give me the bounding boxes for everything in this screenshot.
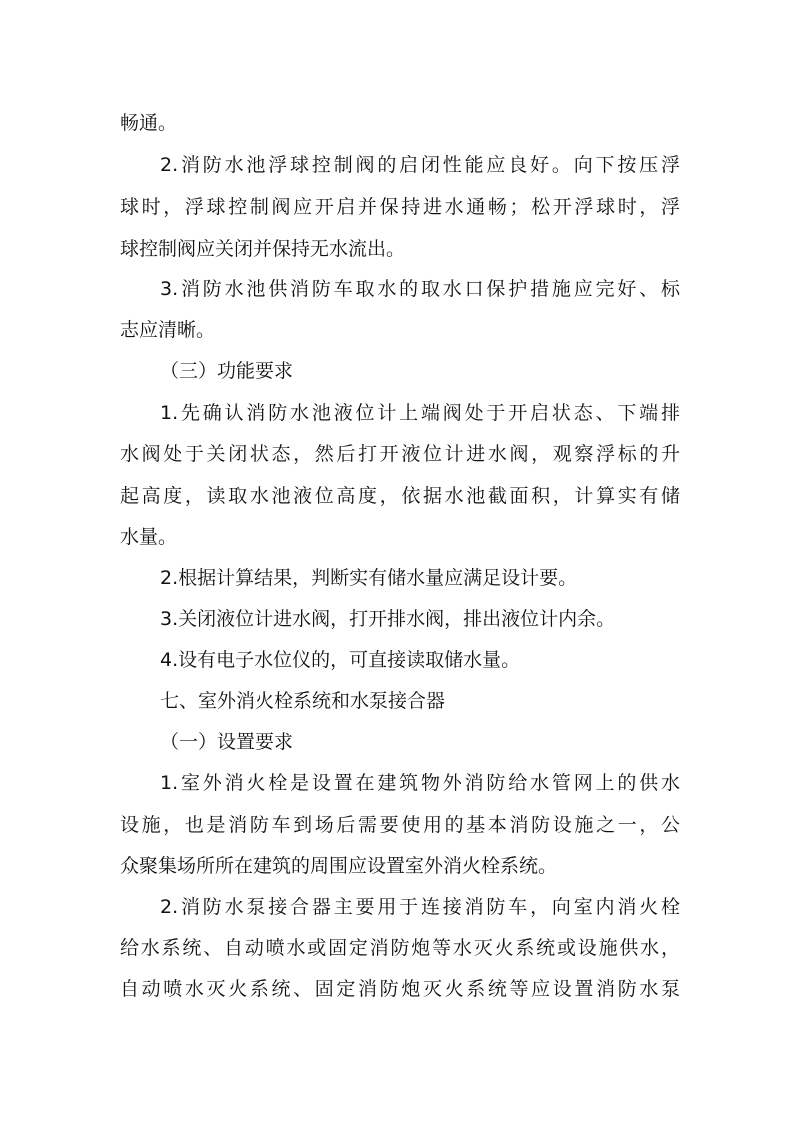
text-line: 自动喷水灭火系统、固定消防炮灭火系统等应设置消防水泵 [120, 978, 680, 1000]
text-line: 4.设有电子水位仪的，可直接读取储水量。 [160, 649, 521, 671]
text-line: 志应清晰。 [120, 319, 216, 341]
text-line: 畅通。 [120, 112, 178, 134]
text-line: 众聚集场所所在建筑的周围应设置室外消火栓系统。 [120, 855, 558, 877]
text-line: 起高度，读取水池液位高度，依据水池截面积，计算实有储 [120, 485, 680, 507]
text-line: 2.消防水泵接合器主要用于连接消防车，向室内消火栓 [160, 896, 680, 918]
text-line: 1.先确认消防水池液位计上端阀处于开启状态、下端排 [160, 402, 680, 424]
text-line: 3.关闭液位计进水阀，打开排水阀，排出液位计内余。 [160, 608, 616, 630]
text-line: 设施，也是消防车到场后需要使用的基本消防设施之一，公 [120, 814, 680, 836]
text-line: 3.消防水池供消防车取水的取水口保护措施应完好、标 [160, 278, 680, 300]
section-heading: （三）功能要求 [160, 360, 294, 382]
text-line: 球时，浮球控制阀应开启并保持进水通畅；松开浮球时，浮 [120, 196, 680, 218]
text-line: 2.根据计算结果，判断实有储水量应满足设计要。 [160, 567, 578, 589]
section-heading: （一）设置要求 [160, 731, 294, 753]
text-line: 球控制阀应关闭并保持无水流出。 [120, 238, 406, 260]
text-line: 2.消防水池浮球控制阀的启闭性能应良好。向下按压浮 [160, 154, 680, 176]
text-line: 1.室外消火栓是设置在建筑物外消防给水管网上的供水 [160, 772, 680, 794]
text-line: 水量。 [120, 526, 178, 548]
section-heading: 七、室外消火栓系统和水泵接合器 [160, 690, 446, 712]
text-line: 水阀处于关闭状态，然后打开液位计进水阀，观察浮标的升 [120, 443, 680, 465]
text-line: 给水系统、自动喷水或固定消防炮等水灭火系统或设施供水， [120, 937, 680, 959]
